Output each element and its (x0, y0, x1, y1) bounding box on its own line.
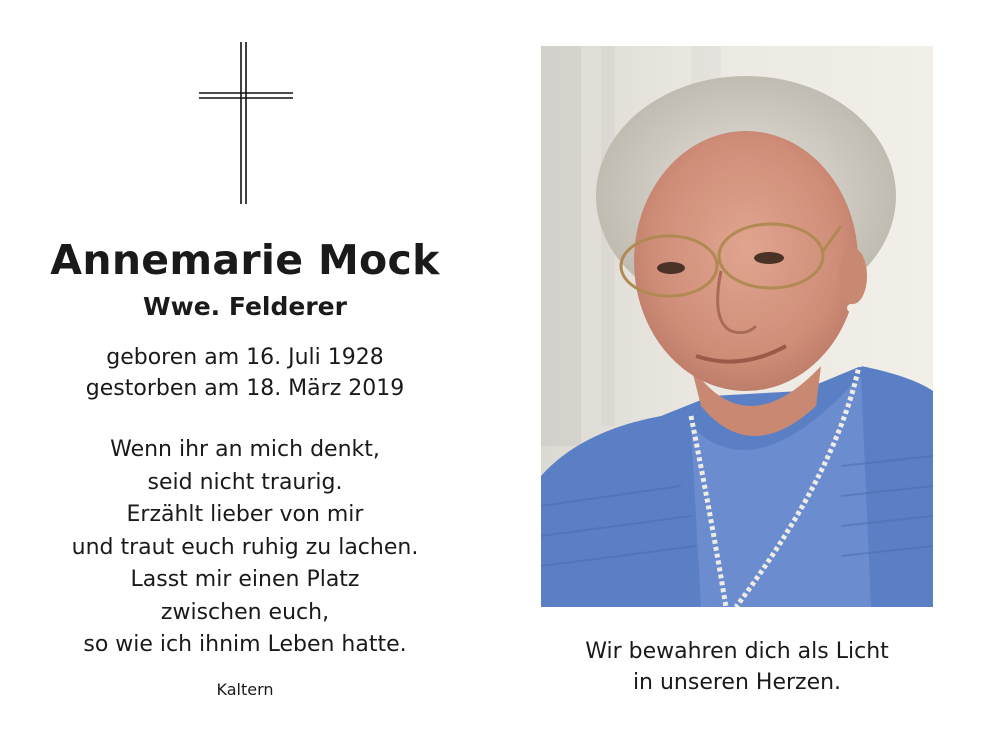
poem-line: Wenn ihr an mich denkt, (110, 437, 380, 462)
poem-line: so wie ich ihnim Leben hatte. (83, 632, 407, 657)
poem (40, 434, 450, 662)
quote-line: in unseren Herzen. (632, 670, 842, 695)
poem-line: zwischen euch, (160, 599, 330, 625)
poem-line: Erzählt lieber von mir (126, 502, 364, 527)
memorial-quote (541, 636, 933, 698)
poem-line: seid nicht traurig. (147, 469, 343, 495)
quote-line: Wir bewahren dich als Licht (585, 639, 889, 664)
life-dates (40, 342, 450, 404)
death-date: gestorben am 18. März 2019 (85, 376, 405, 401)
place-name: Kaltern (216, 680, 274, 699)
deceased-name: Annemarie Mock (50, 236, 440, 284)
widow-name: Wwe. Felderer (143, 292, 347, 321)
poem-line: und traut euch ruhig zu lachen. (71, 534, 419, 560)
cross-icon (196, 40, 296, 206)
birth-date: geboren am 16. Juli 1928 (106, 345, 384, 370)
poem-line: Lasst mir einen Platz (130, 567, 360, 592)
portrait-photo (541, 46, 933, 607)
